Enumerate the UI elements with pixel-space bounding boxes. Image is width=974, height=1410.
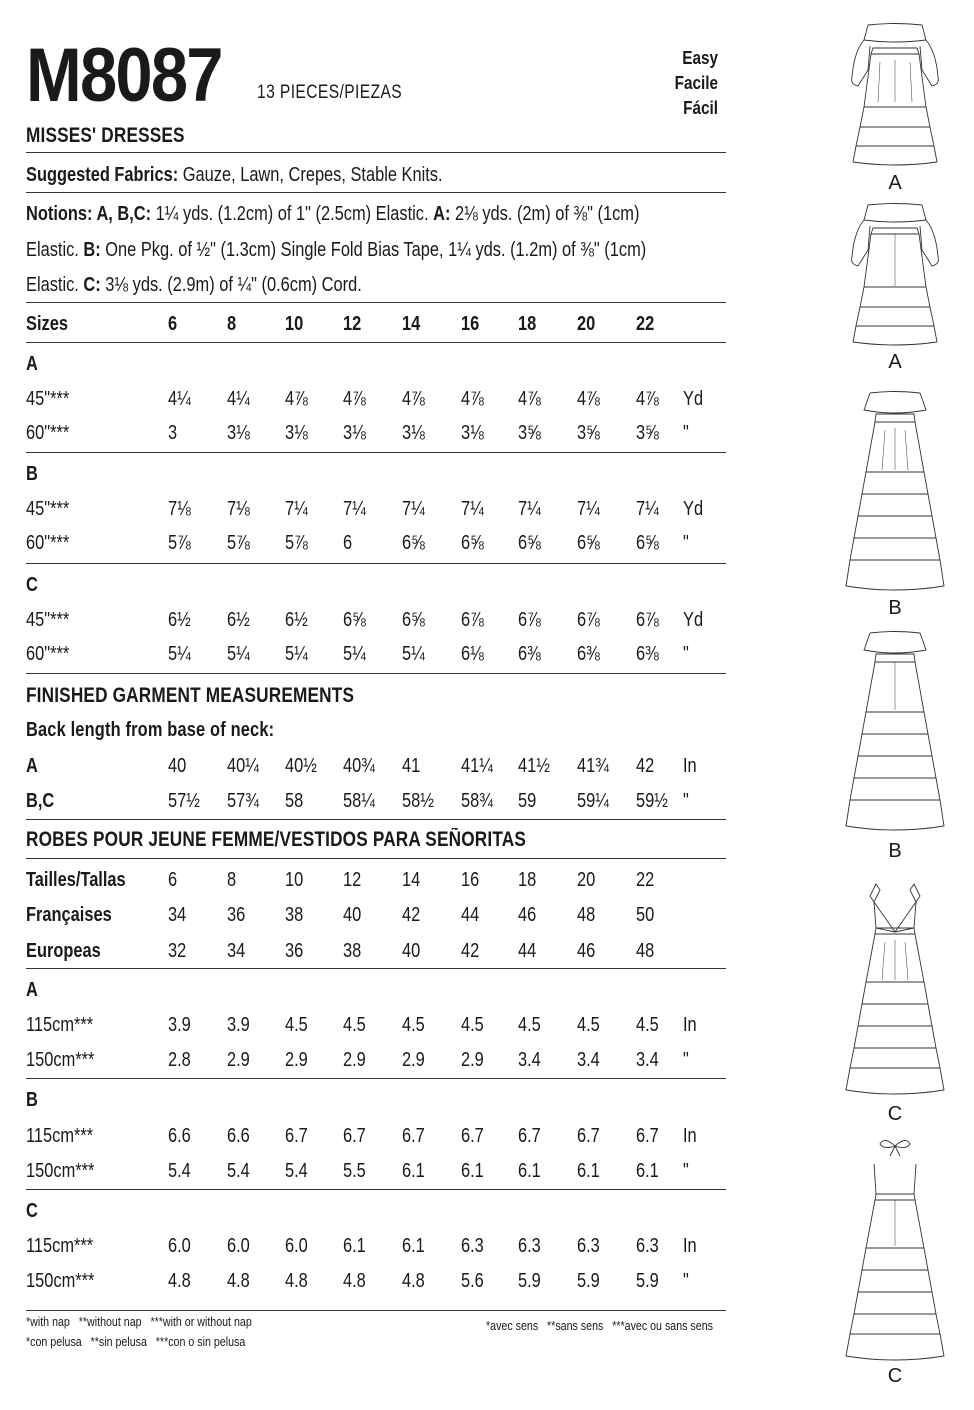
back-length-label: Back length from base of neck: — [26, 719, 275, 741]
size-row: Europeas 32 34 36 38 40 42 44 46 48 — [26, 940, 655, 962]
dress-sketch-icon — [840, 882, 950, 1097]
footnote-french: *avec sens **sans sens ***avec ou sans sens — [486, 1318, 713, 1333]
view-label: A — [888, 351, 902, 373]
divider — [26, 1189, 726, 1190]
sizes-header-row: Sizes 6 8 10 12 14 16 18 20 22 — [26, 313, 655, 335]
fabrics-label: Suggested Fabrics: — [26, 164, 179, 186]
view-illustrations — [820, 0, 970, 1410]
table-row: 45"*** 4¼ 4¼ 4⅞ 4⅞ 4⅞ 4⅞ 4⅞ 4⅞ 4⅞ Yd — [26, 388, 704, 410]
view-label: B — [888, 840, 902, 862]
dress-sketch-icon — [840, 1134, 950, 1364]
table-row: 45"*** 6½ 6½ 6½ 6⅝ 6⅝ 6⅞ 6⅞ 6⅞ 6⅞ Yd — [26, 609, 704, 631]
piece-count: 13 PIECES/PIEZAS — [257, 82, 403, 103]
dress-sketch-icon — [840, 390, 950, 595]
table-row: A 40 40¼ 40½ 40¾ 41 41¼ 41½ 41¾ 42 In — [26, 755, 697, 777]
footnote-spanish: *con pelusa **sin pelusa ***con o sin pelusa — [26, 1334, 246, 1349]
dress-sketch-icon — [840, 22, 950, 167]
divider — [26, 152, 726, 153]
view-heading: B — [26, 1089, 38, 1111]
divider — [26, 1310, 726, 1311]
illustration-view-b-back — [820, 630, 970, 835]
pattern-header — [26, 30, 726, 118]
view-heading: B — [26, 463, 38, 485]
table-row: 60"*** 5¼ 5¼ 5¼ 5¼ 5¼ 6⅛ 6⅜ 6⅜ 6⅜ " — [26, 643, 689, 665]
table-row: 115cm*** 3.9 3.9 4.5 4.5 4.5 4.5 4.5 4.5 4.5 In — [26, 1014, 697, 1036]
table-row: 150cm*** 2.8 2.9 2.9 2.9 2.9 2.9 3.4 3.4 3.4 " — [26, 1049, 689, 1071]
view-heading: C — [26, 1200, 38, 1222]
illustration-view-a-front — [820, 22, 970, 167]
garment-title: MISSES' DRESSES — [26, 124, 185, 147]
metric-section-title: ROBES POUR JEUNE FEMME/VESTIDOS PARA SEÑORITAS — [26, 828, 526, 851]
divider — [26, 858, 726, 859]
view-label: C — [887, 1365, 903, 1387]
pattern-number: M8087 — [26, 33, 222, 118]
view-label: C — [887, 1103, 903, 1125]
dress-sketch-icon — [840, 202, 950, 347]
difficulty-en: Easy — [682, 48, 718, 68]
suggested-fabrics — [26, 164, 534, 187]
footnote-english: *with nap **without nap ***with or without nap — [26, 1314, 252, 1329]
view-heading: A — [26, 353, 38, 375]
divider — [26, 968, 726, 969]
difficulty-level — [675, 46, 718, 121]
divider — [26, 342, 726, 343]
illustration-view-b-front — [820, 390, 970, 595]
difficulty-fr: Facile — [674, 73, 718, 93]
divider — [26, 452, 726, 453]
notions-line-2: Elastic. B: One Pkg. of ½" (1.3cm) Single Fold Bias Tape, 1¼ yds. (1.2m) of ⅜" (1cm) — [26, 239, 647, 261]
divider — [26, 563, 726, 564]
table-row: 45"*** 7⅛ 7⅛ 7¼ 7¼ 7¼ 7¼ 7¼ 7¼ 7¼ Yd — [26, 498, 704, 520]
divider — [26, 673, 726, 674]
illustration-view-c-front — [820, 882, 970, 1097]
divider — [26, 192, 726, 193]
table-row: B,C 57½ 57¾ 58 58¼ 58½ 58¾ 59 59¼ 59½ " — [26, 790, 689, 812]
size-row: Tailles/Tallas 6 8 10 12 14 16 18 20 22 — [26, 869, 655, 891]
table-row: 60"*** 3 3⅛ 3⅛ 3⅛ 3⅛ 3⅛ 3⅝ 3⅝ 3⅝ " — [26, 422, 689, 444]
divider — [26, 1078, 726, 1079]
size-row: Françaises 34 36 38 40 42 44 46 48 50 — [26, 904, 655, 926]
view-heading: A — [26, 979, 38, 1001]
view-label: A — [888, 172, 902, 194]
dress-sketch-icon — [840, 630, 950, 835]
illustration-view-c-back — [820, 1134, 970, 1364]
table-row: 115cm*** 6.6 6.6 6.7 6.7 6.7 6.7 6.7 6.7 6.7 In — [26, 1125, 697, 1147]
table-row: 150cm*** 4.8 4.8 4.8 4.8 4.8 5.6 5.9 5.9 5.9 " — [26, 1270, 689, 1292]
table-row: 115cm*** 6.0 6.0 6.0 6.1 6.1 6.3 6.3 6.3 6.3 In — [26, 1235, 697, 1257]
finished-measurements-title: FINISHED GARMENT MEASUREMENTS — [26, 684, 355, 707]
notions-line-3: Elastic. C: 3⅛ yds. (2.9m) of ¼" (0.6cm) Cord. — [26, 274, 362, 296]
table-row: 60"*** 5⅞ 5⅞ 5⅞ 6 6⅝ 6⅝ 6⅝ 6⅝ 6⅝ " — [26, 532, 689, 554]
divider — [26, 819, 726, 820]
view-label: B — [888, 597, 902, 619]
illustration-view-a-back — [820, 202, 970, 347]
view-heading: C — [26, 574, 38, 596]
divider — [26, 302, 726, 303]
notions-line-1: Notions: A, B,C: 1¼ yds. (1.2cm) of 1" (2.5cm) Elastic. A: 2⅛ yds. (2m) of ⅜" (1cm) — [26, 203, 640, 225]
table-row: 150cm*** 5.4 5.4 5.4 5.5 6.1 6.1 6.1 6.1 6.1 " — [26, 1160, 689, 1182]
fabrics-value: Gauze, Lawn, Crepes, Stable Knits. — [182, 164, 443, 186]
difficulty-es: Fácil — [683, 98, 718, 118]
